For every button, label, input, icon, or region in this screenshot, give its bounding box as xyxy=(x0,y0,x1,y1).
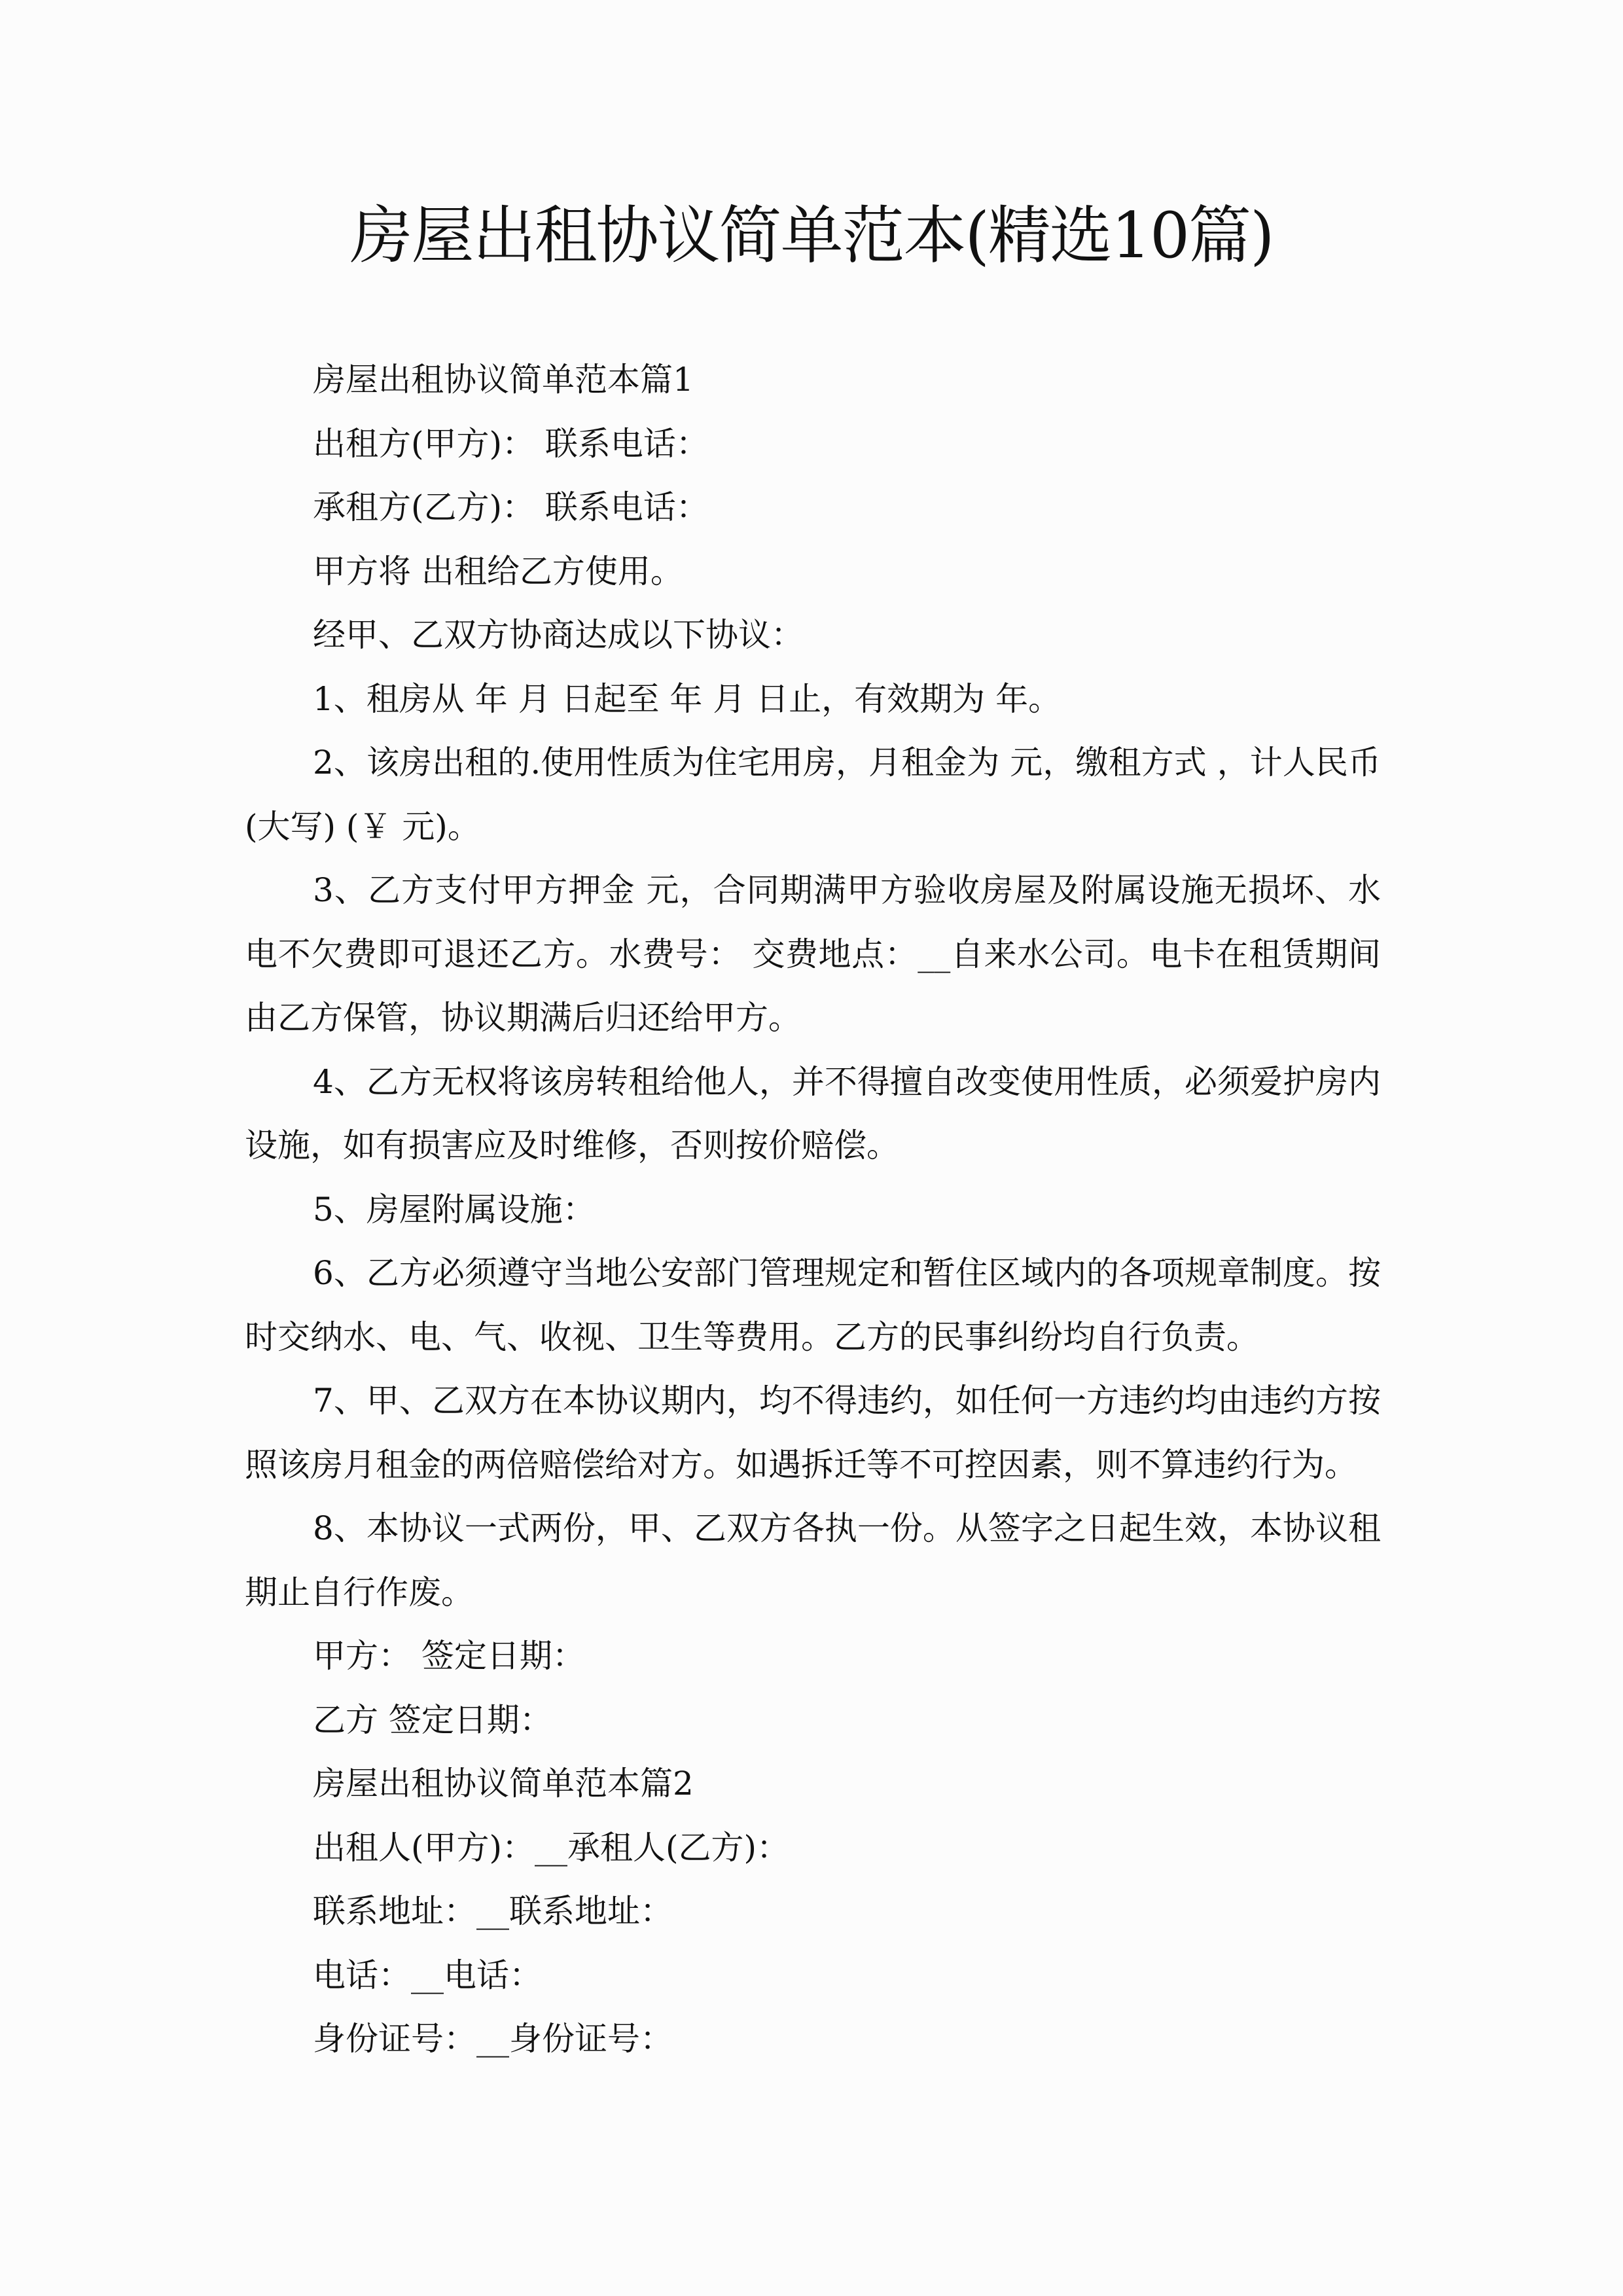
clause-4-sublet: 4、乙方无权将该房转租给他人，并不得擅自改变使用性质，必须爱护房内设施，如有损害应及时维修，否则按价赔偿。 xyxy=(245,1062,1381,1164)
party-b-signature-line: 乙方 签定日期： xyxy=(313,1700,552,1739)
document-title: 房屋出租协议简单范本(精选10篇) xyxy=(349,199,1274,272)
clause-7-breach: 7、甲、乙双方在本协议期内，均不得违约，如任何一方违约均由违约方按照该房月租金的两倍赔偿给对方。如遇拆迁等不可控因素，则不算违约行为。 xyxy=(245,1382,1381,1484)
section-1-heading: 房屋出租协议简单范本篇1 xyxy=(313,361,694,399)
clause-1-term: 1、租房从 年 月 日起至 年 月 日止，有效期为 年。 xyxy=(313,679,1061,718)
party-a-signature-line: 甲方： 签定日期： xyxy=(313,1637,585,1675)
clause-3-deposit: 3、乙方支付甲方押金 元，合同期满甲方验收房屋及附属设施无损坏、水电不欠费即可退还乙方。水费号： 交费地点：__自来水公司。电卡在租赁期间由乙方保管，协议期满后归还给甲方。 xyxy=(245,871,1381,1037)
phone-line: 电话：__电话： xyxy=(313,1956,542,1994)
clause-6-regulations: 6、乙方必须遵守当地公安部门管理规定和暂住区域内的各项规章制度。按时交纳水、电、气、收视、卫生等费用。乙方的民事纠纷均自行负责。 xyxy=(245,1254,1381,1356)
document-body xyxy=(245,348,1381,2072)
section-2-heading: 房屋出租协议简单范本篇2 xyxy=(313,1765,694,1803)
lessee-contact-line: 承租方(乙方)： 联系电话： xyxy=(313,488,709,526)
id-number-line: 身份证号：__身份证号： xyxy=(313,2020,673,2058)
lessor-contact-line: 出租方(甲方)： 联系电话： xyxy=(313,424,709,463)
clause-5-facilities: 5、房屋附属设施： xyxy=(313,1190,596,1229)
clause-8-copies: 8、本协议一式两份，甲、乙双方各执一份。从签字之日起生效，本协议租期止自行作废。 xyxy=(245,1509,1381,1611)
lease-statement: 甲方将 出租给乙方使用。 xyxy=(313,552,683,590)
agreement-intro: 经甲、乙双方协商达成以下协议： xyxy=(313,616,804,654)
parties-line: 出租人(甲方)：__承租人(乙方)： xyxy=(313,1828,790,1867)
address-line: 联系地址：__联系地址： xyxy=(313,1892,673,1930)
clause-2-rent: 2、该房出租的.使用性质为住宅用房，月租金为 元，缴租方式 ，计人民币(大写) (￥ 元)。 xyxy=(245,744,1381,846)
